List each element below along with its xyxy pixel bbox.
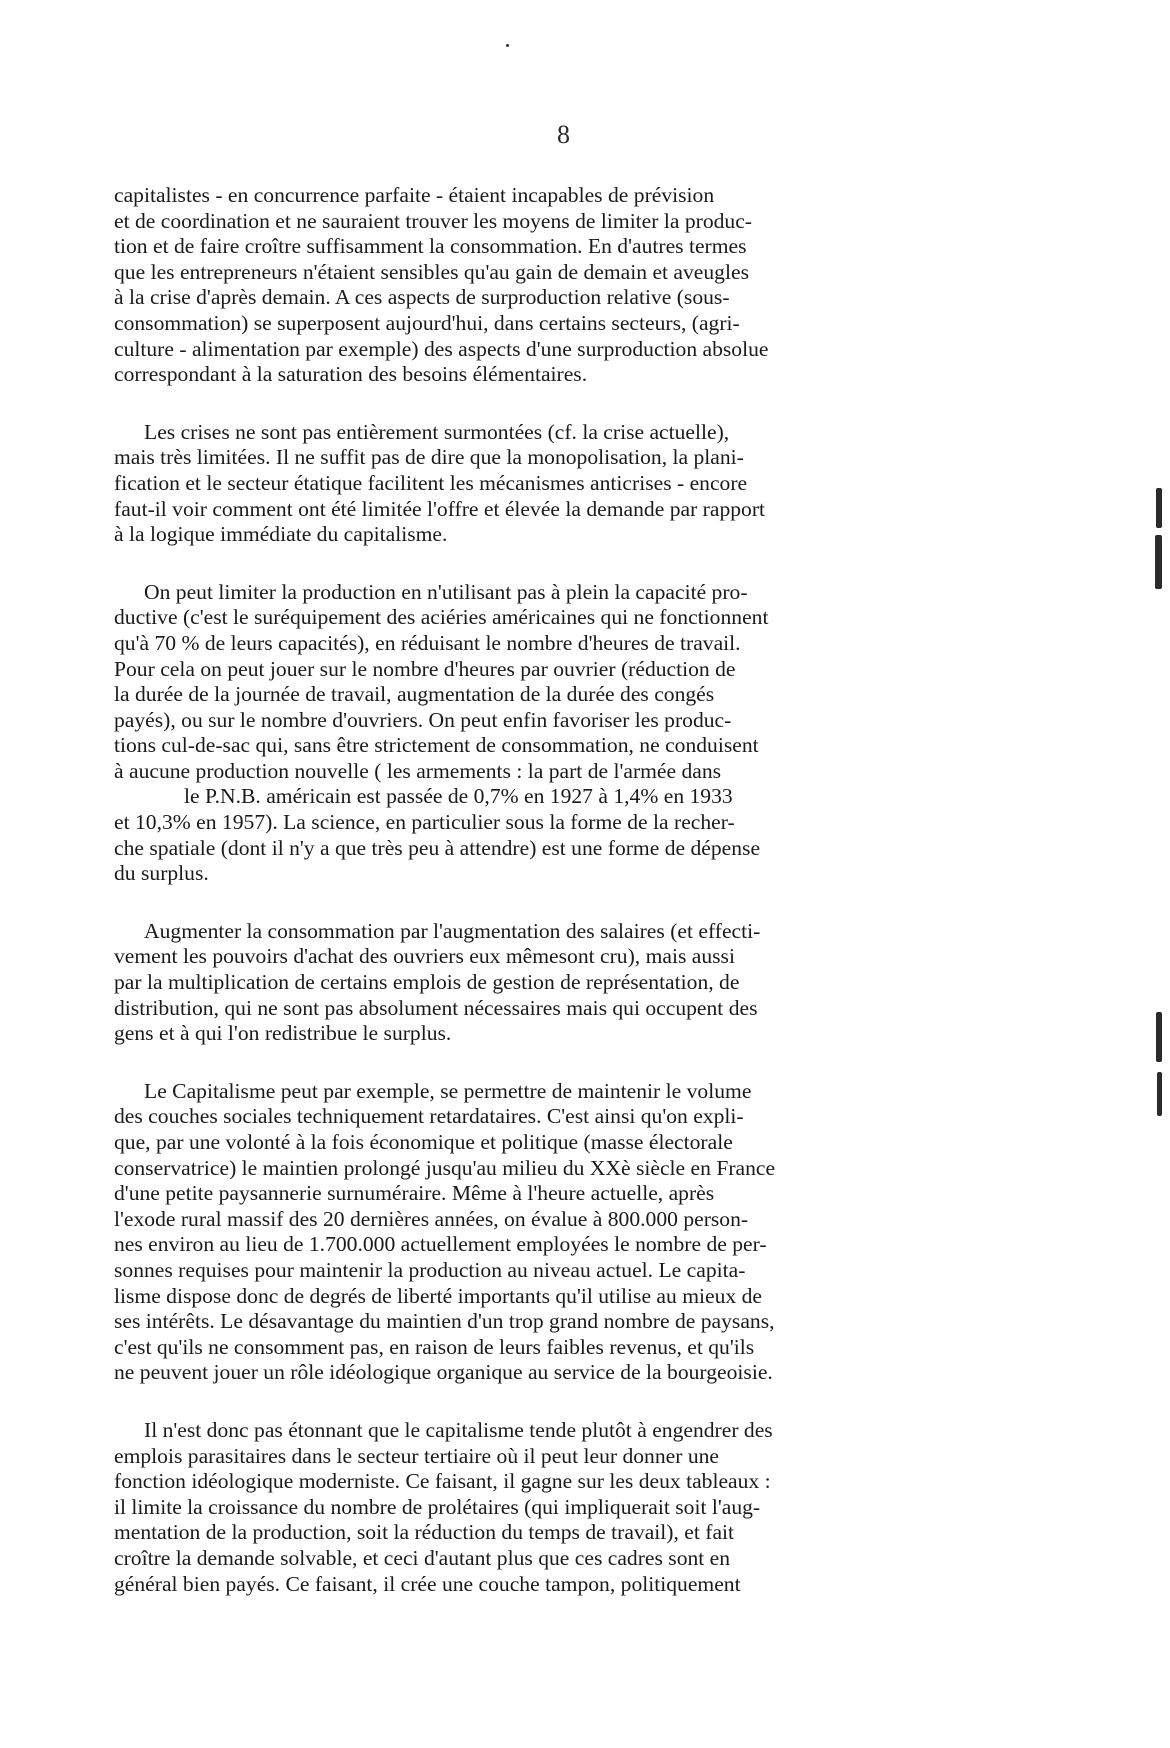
text-line: culture - alimentation par exemple) des aspects d'une surproduction absolue	[114, 336, 769, 361]
text-line: tions cul-de-sac qui, sans être strictement de consommation, ne conduisent	[114, 733, 759, 758]
text-line: che spatiale (dont il n'y a que très peu à attendre) est une forme de dépense	[114, 835, 761, 860]
text-line: ne peuvent jouer un rôle idéologique organique au service de la bourgeoisie.	[114, 1360, 773, 1385]
text-line: fication et le secteur étatique facilitent les mécanismes anticrises - encore	[114, 470, 748, 495]
text-line: vement les pouvoirs d'achat des ouvriers eux mêmesont cru), mais aussi	[114, 944, 735, 969]
text-line: nes environ au lieu de 1.700.000 actuellement employées le nombre de per-	[114, 1232, 767, 1257]
text-line: mentation de la production, soit la réduction du temps de travail), et fait	[114, 1520, 735, 1545]
text-line: croître la demande solvable, et ceci d'autant plus que ces cadres sont en	[114, 1545, 731, 1570]
text-line: conservatrice) le maintien prolongé jusqu'au milieu du XXè siècle en France	[114, 1155, 776, 1180]
text-line: emplois parasitaires dans le secteur tertiaire où il peut leur donner une	[114, 1443, 720, 1468]
scan-edge-mark	[1157, 1072, 1162, 1116]
text-line: tion et de faire croître suffisamment la consommation. En d'autres termes	[114, 234, 747, 259]
text-line: à la crise d'après demain. A ces aspects de surproduction relative (sous-	[114, 285, 730, 310]
text-line: Augmenter la consommation par l'augmentation des salaires (et effecti-	[144, 918, 761, 943]
text-line: à aucune production nouvelle ( les armements : la part de l'armée dans	[114, 758, 722, 783]
text-line: d'une petite paysannerie surnuméraire. Même à l'heure actuelle, après	[114, 1181, 715, 1206]
text-line: payés), ou sur le nombre d'ouvriers. On peut enfin favoriser les produc-	[114, 707, 732, 732]
text-line: la durée de la journée de travail, augmentation de la durée des congés	[114, 682, 715, 707]
text-line: et 10,3% en 1957). La science, en particulier sous la forme de la recher-	[114, 810, 735, 835]
text-line: consommation) se superposent aujourd'hui, dans certains secteurs, (agri-	[114, 310, 740, 335]
text-line: il limite la croissance du nombre de prolétaires (qui impliquerait soit l'aug-	[114, 1494, 761, 1519]
text-line: le P.N.B. américain est passée de 0,7% en 1927 à 1,4% en 1933	[184, 784, 733, 809]
text-line: correspondant à la saturation des besoins élémentaires.	[114, 362, 588, 387]
body-text	[114, 183, 1054, 1629]
scan-edge-mark	[1156, 488, 1162, 528]
text-line: et de coordination et ne sauraient trouver les moyens de limiter la produc-	[114, 208, 752, 233]
scan-edge-mark	[1155, 535, 1162, 589]
scan-edge-mark	[1156, 1012, 1162, 1062]
paragraph-5	[114, 1079, 1054, 1386]
text-line: que les entrepreneurs n'étaient sensibles qu'au gain de demain et aveugles	[114, 259, 749, 284]
text-line: Il n'est donc pas étonnant que le capitalisme tende plutôt à engendrer des	[144, 1417, 773, 1442]
text-line: c'est qu'ils ne consomment pas, en raison de leurs faibles revenus, et qu'ils	[114, 1334, 755, 1359]
scan-speck	[506, 44, 509, 47]
text-line: faut-il voir comment ont été limitée l'offre et élevée la demande par rapport	[114, 496, 766, 521]
text-line: Les crises ne sont pas entièrement surmontées (cf. la crise actuelle),	[144, 419, 730, 444]
text-line: capitalistes - en concurrence parfaite - étaient incapables de prévision	[114, 183, 715, 207]
text-line: général bien payés. Ce faisant, il crée une couche tampon, politiquement	[114, 1571, 741, 1596]
text-line: des couches sociales techniquement retardataires. C'est ainsi qu'on expli-	[114, 1104, 744, 1129]
text-line: Le Capitalisme peut par exemple, se permettre de maintenir le volume	[144, 1078, 752, 1103]
text-line: lisme dispose donc de degrés de liberté importants qu'il utilise au mieux de	[114, 1283, 762, 1308]
text-line: du surplus.	[114, 861, 209, 886]
paragraph-2	[114, 420, 1054, 548]
text-line: par la multiplication de certains emplois de gestion de représentation, de	[114, 970, 740, 995]
text-line: ses intérêts. Le désavantage du maintien d'un trop grand nombre de paysans,	[114, 1309, 775, 1334]
text-line: distribution, qui ne sont pas absolument nécessaires mais qui occupent des	[114, 995, 758, 1020]
page-number: 8	[557, 120, 570, 149]
text-line: l'exode rural massif des 20 dernières années, on évalue à 800.000 person-	[114, 1206, 749, 1231]
text-line: sonnes requises pour maintenir la production au niveau actuel. Le capita-	[114, 1257, 746, 1282]
text-line: mais très limitées. Il ne suffit pas de dire que la monopolisation, la plani-	[114, 445, 744, 470]
paragraph-4	[114, 919, 1054, 1047]
text-line: que, par une volonté à la fois économique et politique (masse électorale	[114, 1130, 733, 1154]
paragraph-6	[114, 1418, 1054, 1597]
text-line: On peut limiter la production en n'utilisant pas à plein la capacité pro-	[144, 579, 748, 604]
paragraph-3	[114, 580, 1054, 887]
text-line: fonction idéologique moderniste. Ce faisant, il gagne sur les deux tableaux :	[114, 1469, 771, 1494]
text-line: à la logique immédiate du capitalisme.	[114, 522, 448, 547]
text-line: qu'à 70 % de leurs capacités), en réduisant le nombre d'heures de travail.	[114, 630, 741, 655]
text-line: gens et à qui l'on redistribue le surplus.	[114, 1021, 452, 1046]
text-line: Pour cela on peut jouer sur le nombre d'heures par ouvrier (réduction de	[114, 656, 736, 681]
text-line: ductive (c'est le suréquipement des aciéries américaines qui ne fonctionnent	[114, 605, 769, 630]
paragraph-1	[114, 183, 1054, 388]
